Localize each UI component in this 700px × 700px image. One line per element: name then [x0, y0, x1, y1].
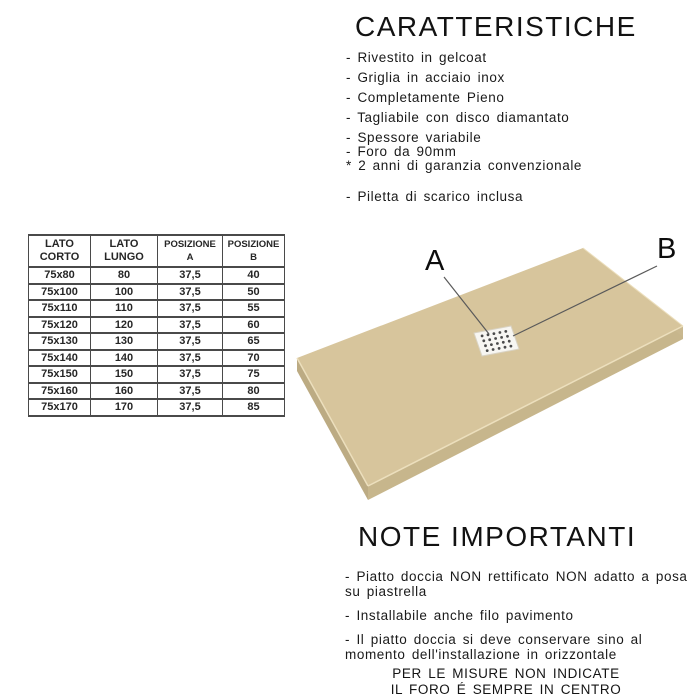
table-cell: 140 [91, 350, 158, 367]
drain-dot [504, 330, 507, 333]
column-header: POSIZIONE A [158, 235, 223, 267]
note-importanti-title: NOTE IMPORTANTI [358, 521, 637, 552]
drain-dot [492, 348, 495, 351]
drain-dot [498, 347, 501, 350]
table-cell: 37,5 [158, 267, 223, 284]
note-item: - Piatto doccia NON rettificato NON adatto a posa su piastrella [345, 569, 688, 599]
table-cell: 75x80 [29, 267, 91, 284]
drain-dot [490, 343, 493, 346]
feature-item: - Tagliabile con disco diamantato [346, 110, 570, 125]
caratteristiche-title: CARATTERISTICHE [355, 11, 637, 42]
drain-dot [484, 344, 487, 347]
table-cell: 110 [91, 300, 158, 317]
table-cell: 75x140 [29, 350, 91, 367]
drain-dot [502, 341, 505, 344]
table-cell: 65 [223, 333, 285, 350]
table-cell: 85 [223, 399, 285, 416]
table-cell: 100 [91, 284, 158, 301]
table-cell: 80 [91, 267, 158, 284]
table-cell: 75x150 [29, 366, 91, 383]
feature-item: - Piletta di scarico inclusa [346, 189, 524, 204]
table-cell: 75 [223, 366, 285, 383]
note-item: - Installabile anche filo pavimento [345, 608, 574, 623]
feature-item: * 2 anni di garanzia convenzionale [346, 158, 583, 173]
table-cell: 37,5 [158, 317, 223, 334]
column-header: LATO LUNGO [91, 235, 158, 267]
feature-item: - Completamente Pieno [346, 90, 505, 105]
drain-position-label-a: A [425, 245, 445, 277]
table-cell: 37,5 [158, 333, 223, 350]
table-cell: 37,5 [158, 300, 223, 317]
drain-dot [506, 335, 509, 338]
drain-dot [504, 346, 507, 349]
table-cell: 40 [223, 267, 285, 284]
table-cell: 75x120 [29, 317, 91, 334]
table-cell: 37,5 [158, 383, 223, 400]
drain-dot [494, 337, 497, 340]
feature-item: - Griglia in acciaio inox [346, 70, 505, 85]
table-cell: 37,5 [158, 399, 223, 416]
feature-item: - Spessore variabile [346, 130, 482, 145]
table-cell: 120 [91, 317, 158, 334]
drain-dot [482, 339, 485, 342]
table-cell: 80 [223, 383, 285, 400]
table-cell: 130 [91, 333, 158, 350]
table-cell: 170 [91, 399, 158, 416]
note-item: - Il piatto doccia si deve conservare sino al momento dell'installazione in orizzontale [345, 632, 643, 662]
column-header: LATO CORTO [29, 235, 91, 267]
drain-position-label-b: B [657, 233, 677, 265]
table-cell: 75x100 [29, 284, 91, 301]
column-header: POSIZIONE B [223, 235, 285, 267]
table-cell: 160 [91, 383, 158, 400]
table-cell: 75x170 [29, 399, 91, 416]
drain-dot [493, 332, 496, 335]
table-cell: 75x130 [29, 333, 91, 350]
drain-dot [481, 335, 484, 338]
centered-drain-note [345, 666, 667, 697]
drain-dot [500, 336, 503, 339]
feature-item: - Foro da 90mm [346, 144, 457, 159]
table-cell: 37,5 [158, 284, 223, 301]
table-cell: 150 [91, 366, 158, 383]
table-cell: 75x110 [29, 300, 91, 317]
note-importanti-list [345, 569, 699, 671]
drain-dot [510, 345, 513, 348]
table-cell: 55 [223, 300, 285, 317]
table-cell: 70 [223, 350, 285, 367]
table-cell: 50 [223, 284, 285, 301]
table-cell: 75x160 [29, 383, 91, 400]
table-cell: 37,5 [158, 366, 223, 383]
feature-item: - Rivestito in gelcoat [346, 50, 487, 65]
centered-drain-note-line1: PER LE MISURE NON INDICATE [392, 666, 620, 681]
drain-dot [508, 340, 511, 343]
table-cell: 60 [223, 317, 285, 334]
centered-drain-note-line2: IL FORO É SEMPRE IN CENTRO [390, 681, 622, 697]
drain-dot [496, 342, 499, 345]
drain-dot [499, 331, 502, 334]
table-cell: 37,5 [158, 350, 223, 367]
drain-dot [488, 338, 491, 341]
drain-dot [486, 349, 489, 352]
